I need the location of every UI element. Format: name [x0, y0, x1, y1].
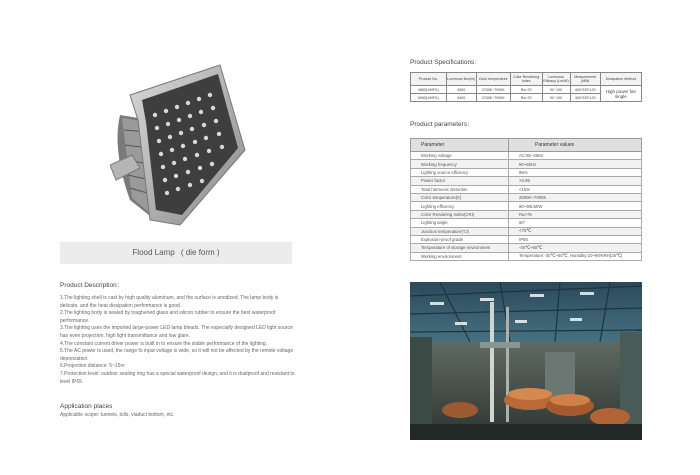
table-row — [411, 152, 642, 160]
param-name: Explosion-proof grade — [411, 235, 509, 243]
param-value: 80~90LM/W — [509, 202, 642, 210]
param-value: Ra>75 — [509, 210, 642, 218]
param-name: Power factor — [411, 177, 509, 185]
param-value: 60° — [509, 219, 642, 227]
spec-cell: 6060(XMFG) — [411, 94, 447, 102]
spec-cell: 2700K~7000K — [476, 86, 510, 94]
param-value: <70℃ — [509, 227, 642, 235]
table-row — [411, 168, 642, 176]
description-list — [60, 295, 295, 386]
spec-cell: 4660(XMFG) — [411, 86, 447, 94]
spec-header: Color temperature — [476, 73, 510, 86]
param-header: Parameter values — [509, 139, 642, 152]
specs-title: Product Specifications： — [410, 59, 481, 66]
param-name: Junction temperature(TJ) — [411, 227, 509, 235]
param-value: IP65 — [509, 235, 642, 243]
table-row — [411, 235, 642, 243]
param-name: Lighting angle — [411, 219, 509, 227]
param-name: Temperature of storage environment — [411, 244, 509, 252]
param-name: Color Rendering Index(CRI) — [411, 210, 509, 218]
spec-cell: 90~100 — [542, 86, 570, 94]
table-row — [411, 210, 642, 218]
param-value: >0.95 — [509, 177, 642, 185]
spec-header: Dissipation Method — [600, 73, 641, 86]
spec-header: Product No. — [411, 73, 447, 86]
table-row — [411, 193, 642, 201]
table-row — [411, 227, 642, 235]
param-name: Lighting source efficency — [411, 168, 509, 176]
table-row — [411, 185, 642, 193]
param-value: 85% — [509, 168, 642, 176]
caption-title: Flood Lamp — [132, 248, 175, 257]
param-name: Working frequency — [411, 160, 509, 168]
param-value: 2500K~7000K — [509, 193, 642, 201]
spec-cell: 400*220*120 — [570, 94, 600, 102]
application-text: Applicable scope: tunnels, tolls, viaduct bottom, etc. — [60, 412, 175, 418]
description-item: 6.Projection distance: 5~15m — [60, 363, 125, 370]
param-name: Lighting efficency — [411, 202, 509, 210]
spec-header: Color Rendering Index — [510, 73, 542, 86]
spec-cell: Ra>75 — [510, 86, 542, 94]
spec-cell: 400*220*120 — [570, 86, 600, 94]
param-header: Parameter — [411, 139, 509, 152]
table-row — [411, 244, 642, 252]
description-item: 3.The lighting uses the imported large-power LED lamp bleads. The especially designed LED light source has even projection, high light transmittance and low glare. — [60, 325, 293, 339]
description-item: 5.The AC power is used, the range fo input voltage is wide, so it will not be affected by the remote voltage depreciation. — [60, 348, 294, 362]
table-row — [411, 219, 642, 227]
flood-lamp-image — [110, 60, 260, 240]
param-name: Working voltage — [411, 152, 509, 160]
description-item: 1.The lighting shell is cast by high quality aluminum, and the surface is anodized. The lamp body is delicate, and the heat dissipation performance is good. — [60, 295, 279, 309]
param-value: <15% — [509, 185, 642, 193]
table-row — [411, 177, 642, 185]
param-value: AC:85~265V — [509, 152, 642, 160]
table-row — [411, 202, 642, 210]
factory-photo — [410, 282, 642, 440]
table-row — [411, 160, 642, 168]
param-name: Working environment — [411, 252, 509, 260]
spec-cell: 5400 — [446, 94, 476, 102]
param-name: Color temperature(K) — [411, 193, 509, 201]
table-row — [411, 252, 642, 260]
spec-header: Measurement (MM) — [570, 73, 600, 86]
spec-cell-dissipation: High power fan single — [600, 86, 641, 102]
parameters-title: Product parameters： — [410, 121, 474, 128]
table-row — [411, 86, 642, 94]
param-value: -40℃~60℃ — [509, 244, 642, 252]
application-title: Application places — [60, 403, 113, 410]
param-name: Total harmonic distortion — [411, 185, 509, 193]
spec-cell: 90~100 — [542, 94, 570, 102]
lamp-caption — [60, 242, 292, 264]
param-value: Temperature:-30℃~50℃, Humidity:10~90%RH(25℃) — [509, 252, 642, 260]
description-title: Product Description： — [60, 282, 124, 289]
description-item: 4.The constant current driver power is built in to ensure the stable performance of the lighting. — [60, 340, 268, 347]
parameters-table — [410, 138, 642, 261]
spec-header: Luminous flux(lm) — [446, 73, 476, 86]
description-item: 7.Protection level: outdoor sealing ring has a special waterproof design, and it is dustproof and resistant to level IP65 — [60, 370, 295, 385]
spec-cell: 4500 — [446, 86, 476, 94]
description-item: 2.The lighting body is sealed by toughened glass and silicon rubber to ensure the best waterproof performance. — [60, 310, 276, 324]
spec-header: Luminous Efficacy (Lm/W) — [542, 73, 570, 86]
param-value: 50~60Hz — [509, 160, 642, 168]
caption-subtitle: ( die form ) — [180, 248, 220, 257]
spec-cell: 2700K~7000K — [476, 94, 510, 102]
spec-cell: Ra>75 — [510, 94, 542, 102]
specs-table — [410, 72, 642, 102]
